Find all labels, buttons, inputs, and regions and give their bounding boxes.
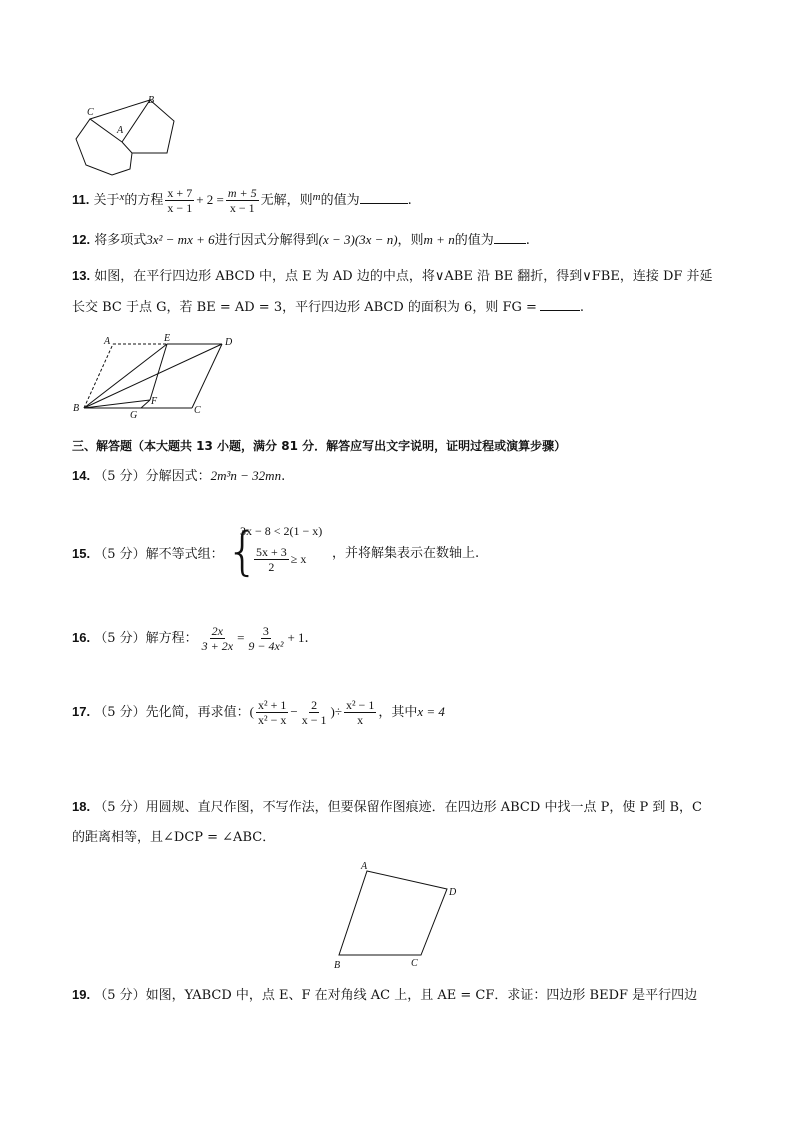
- q17-condition: x = 4: [417, 704, 445, 719]
- fig18-label-c: C: [411, 958, 418, 969]
- q12-expression: 3x² − mx + 6: [146, 232, 215, 247]
- fig13-label-f: F: [151, 396, 158, 407]
- q12-number: 12.: [72, 232, 91, 247]
- question-19: [72, 985, 697, 1006]
- q17-number: 17.: [72, 704, 91, 719]
- q12-sum: m + n: [423, 232, 455, 247]
- parallelogram-figure: [70, 333, 240, 421]
- q15-inequality-1: 3x − 8 < 2(1 − x): [240, 524, 323, 538]
- q12-factorization: (x − 3)(3x − n): [318, 232, 398, 247]
- q15-brace: {: [226, 522, 260, 582]
- q12-end: .: [525, 233, 530, 248]
- q18-number: 18.: [72, 799, 91, 814]
- q16-fraction-2: $\frac{3}{\text{9 − 4x²}}$: [248, 624, 284, 653]
- fig13-label-e: E: [164, 333, 171, 344]
- q12-text-2: 进行因式分解得到: [214, 233, 319, 248]
- question-16: 16. （5 分）解方程： $\frac{2x}{3 + 2x}$ = $\frac{3}{\text{9 − 4x²}}$ + 1.: [72, 624, 309, 653]
- q15-number: 15.: [72, 546, 91, 561]
- q14-end: .: [281, 469, 286, 484]
- fig13-label-c: C: [194, 405, 201, 416]
- q12-answer-blank[interactable]: [494, 231, 526, 244]
- q11-text-3: 无解，则: [260, 193, 313, 208]
- q12-text-4: 的值为: [454, 233, 494, 248]
- q13-line-1: 如图，在平行四边形 ABCD 中，点 E 为 AD 边的中点，将∨ABE 沿 BE 翻折，得到∨FBE，连接 DF 并延: [94, 269, 713, 284]
- question-15: [72, 544, 224, 565]
- q11-var-m: m: [312, 191, 321, 203]
- fig10-label-a: A: [117, 125, 124, 136]
- question-13: [72, 266, 713, 287]
- q15-text-2: ，并将解集表示在数轴上.: [332, 546, 480, 561]
- q11-fraction-1: $\frac{x + 7}{x - 1}$: [167, 186, 193, 215]
- q14-number: 14.: [72, 468, 91, 483]
- question-17: 17. （5 分）先化简，再求值：( $\frac{\text{x² + 1}}{\text{x² − x}}$ − $\frac{2}{x - 1}$ )÷ $\frac{\text{x² − 1}}{x}$ ，其中x = 4: [72, 698, 445, 727]
- q16-fraction-1: $\frac{2x}{3 + 2x}$: [201, 624, 234, 653]
- q18-line-1: （5 分）用圆规、直尺作图，不写作法，但要保留作图痕迹．在四边形 ABCD 中找一点 P，使 P 到 B，C: [94, 800, 702, 815]
- q16-text: （5 分）解方程：: [94, 631, 198, 646]
- q16-tail: + 1: [287, 630, 305, 645]
- q17-fraction-3: $\frac{\text{x² − 1}}{x}$: [345, 698, 375, 727]
- question-14: [72, 466, 285, 487]
- q17-fraction-2: $\frac{2}{x - 1}$: [301, 698, 327, 727]
- q19-number: 19.: [72, 987, 91, 1002]
- q17-text: （5 分）先化简，再求值：: [94, 705, 250, 720]
- q12-text-1: 将多项式: [94, 233, 147, 248]
- q14-text: （5 分）分解因式：: [94, 469, 211, 484]
- quadrilateral-figure: [325, 855, 465, 975]
- q11-mid: + 2 =: [196, 192, 224, 207]
- fig18-label-b: B: [334, 960, 341, 971]
- q13-end: .: [579, 300, 585, 315]
- question-11: [72, 186, 412, 215]
- q11-number: 11.: [72, 192, 90, 207]
- q13-answer-blank[interactable]: [540, 298, 580, 311]
- q11-fraction-2: $\frac{m + 5}{x - 1}$: [227, 186, 257, 215]
- q19-line-1: （5 分）如图，YABCD 中，点 E、F 在对角线 AC 上，且 AE = CF．求证：四边形 BEDF 是平行四边: [94, 988, 698, 1003]
- q16-number: 16.: [72, 630, 91, 645]
- question-18-cont: [72, 828, 275, 848]
- fig13-label-g: G: [130, 410, 138, 421]
- polygon-figure: [70, 95, 180, 177]
- fig10-label-b: B: [148, 95, 155, 106]
- q12-text-3: ，则: [397, 233, 424, 248]
- fig18-label-d: D: [449, 887, 457, 898]
- q15-text: （5 分）解不等式组：: [94, 547, 224, 562]
- fig13-label-a: A: [104, 336, 111, 347]
- q17-fraction-1: $\frac{\text{x² + 1}}{\text{x² − x}}$: [257, 698, 287, 727]
- q11-text-1: 关于: [93, 193, 120, 208]
- q14-expression: 2m³n − 32mn: [210, 468, 282, 483]
- q11-var-x: x: [119, 191, 125, 203]
- question-12: [72, 230, 530, 251]
- q11-text-4: 的值为: [320, 193, 360, 208]
- section-3-heading: 三、解答题（本大题共 13 小题，满分 81 分．解答应写出文字说明，证明过程或演算步骤）: [72, 439, 567, 453]
- q11-end: .: [407, 193, 412, 208]
- q13-number: 13.: [72, 268, 91, 283]
- question-13-cont: [72, 298, 584, 318]
- q13-line-2: 长交 BC 于点 G，若 BE = AD = 3，平行四边形 ABCD 的面积为 6，则 FG =: [72, 300, 537, 315]
- fig13-label-d: D: [225, 337, 233, 348]
- q11-text-2: 的方程: [124, 193, 164, 208]
- question-18: [72, 797, 702, 818]
- fig10-label-c: C: [87, 107, 94, 118]
- fig18-label-a: A: [361, 861, 368, 872]
- fig13-label-b: B: [73, 403, 80, 414]
- q15-inequality-2: $\frac{5x + 3}{2}$ ≥ x: [256, 545, 307, 574]
- q11-answer-blank[interactable]: [360, 191, 408, 204]
- q18-line-2: 的距离相等，且∠DCP = ∠ABC．: [72, 830, 276, 845]
- q15-fraction: $\frac{5x + 3}{2}$: [256, 545, 287, 574]
